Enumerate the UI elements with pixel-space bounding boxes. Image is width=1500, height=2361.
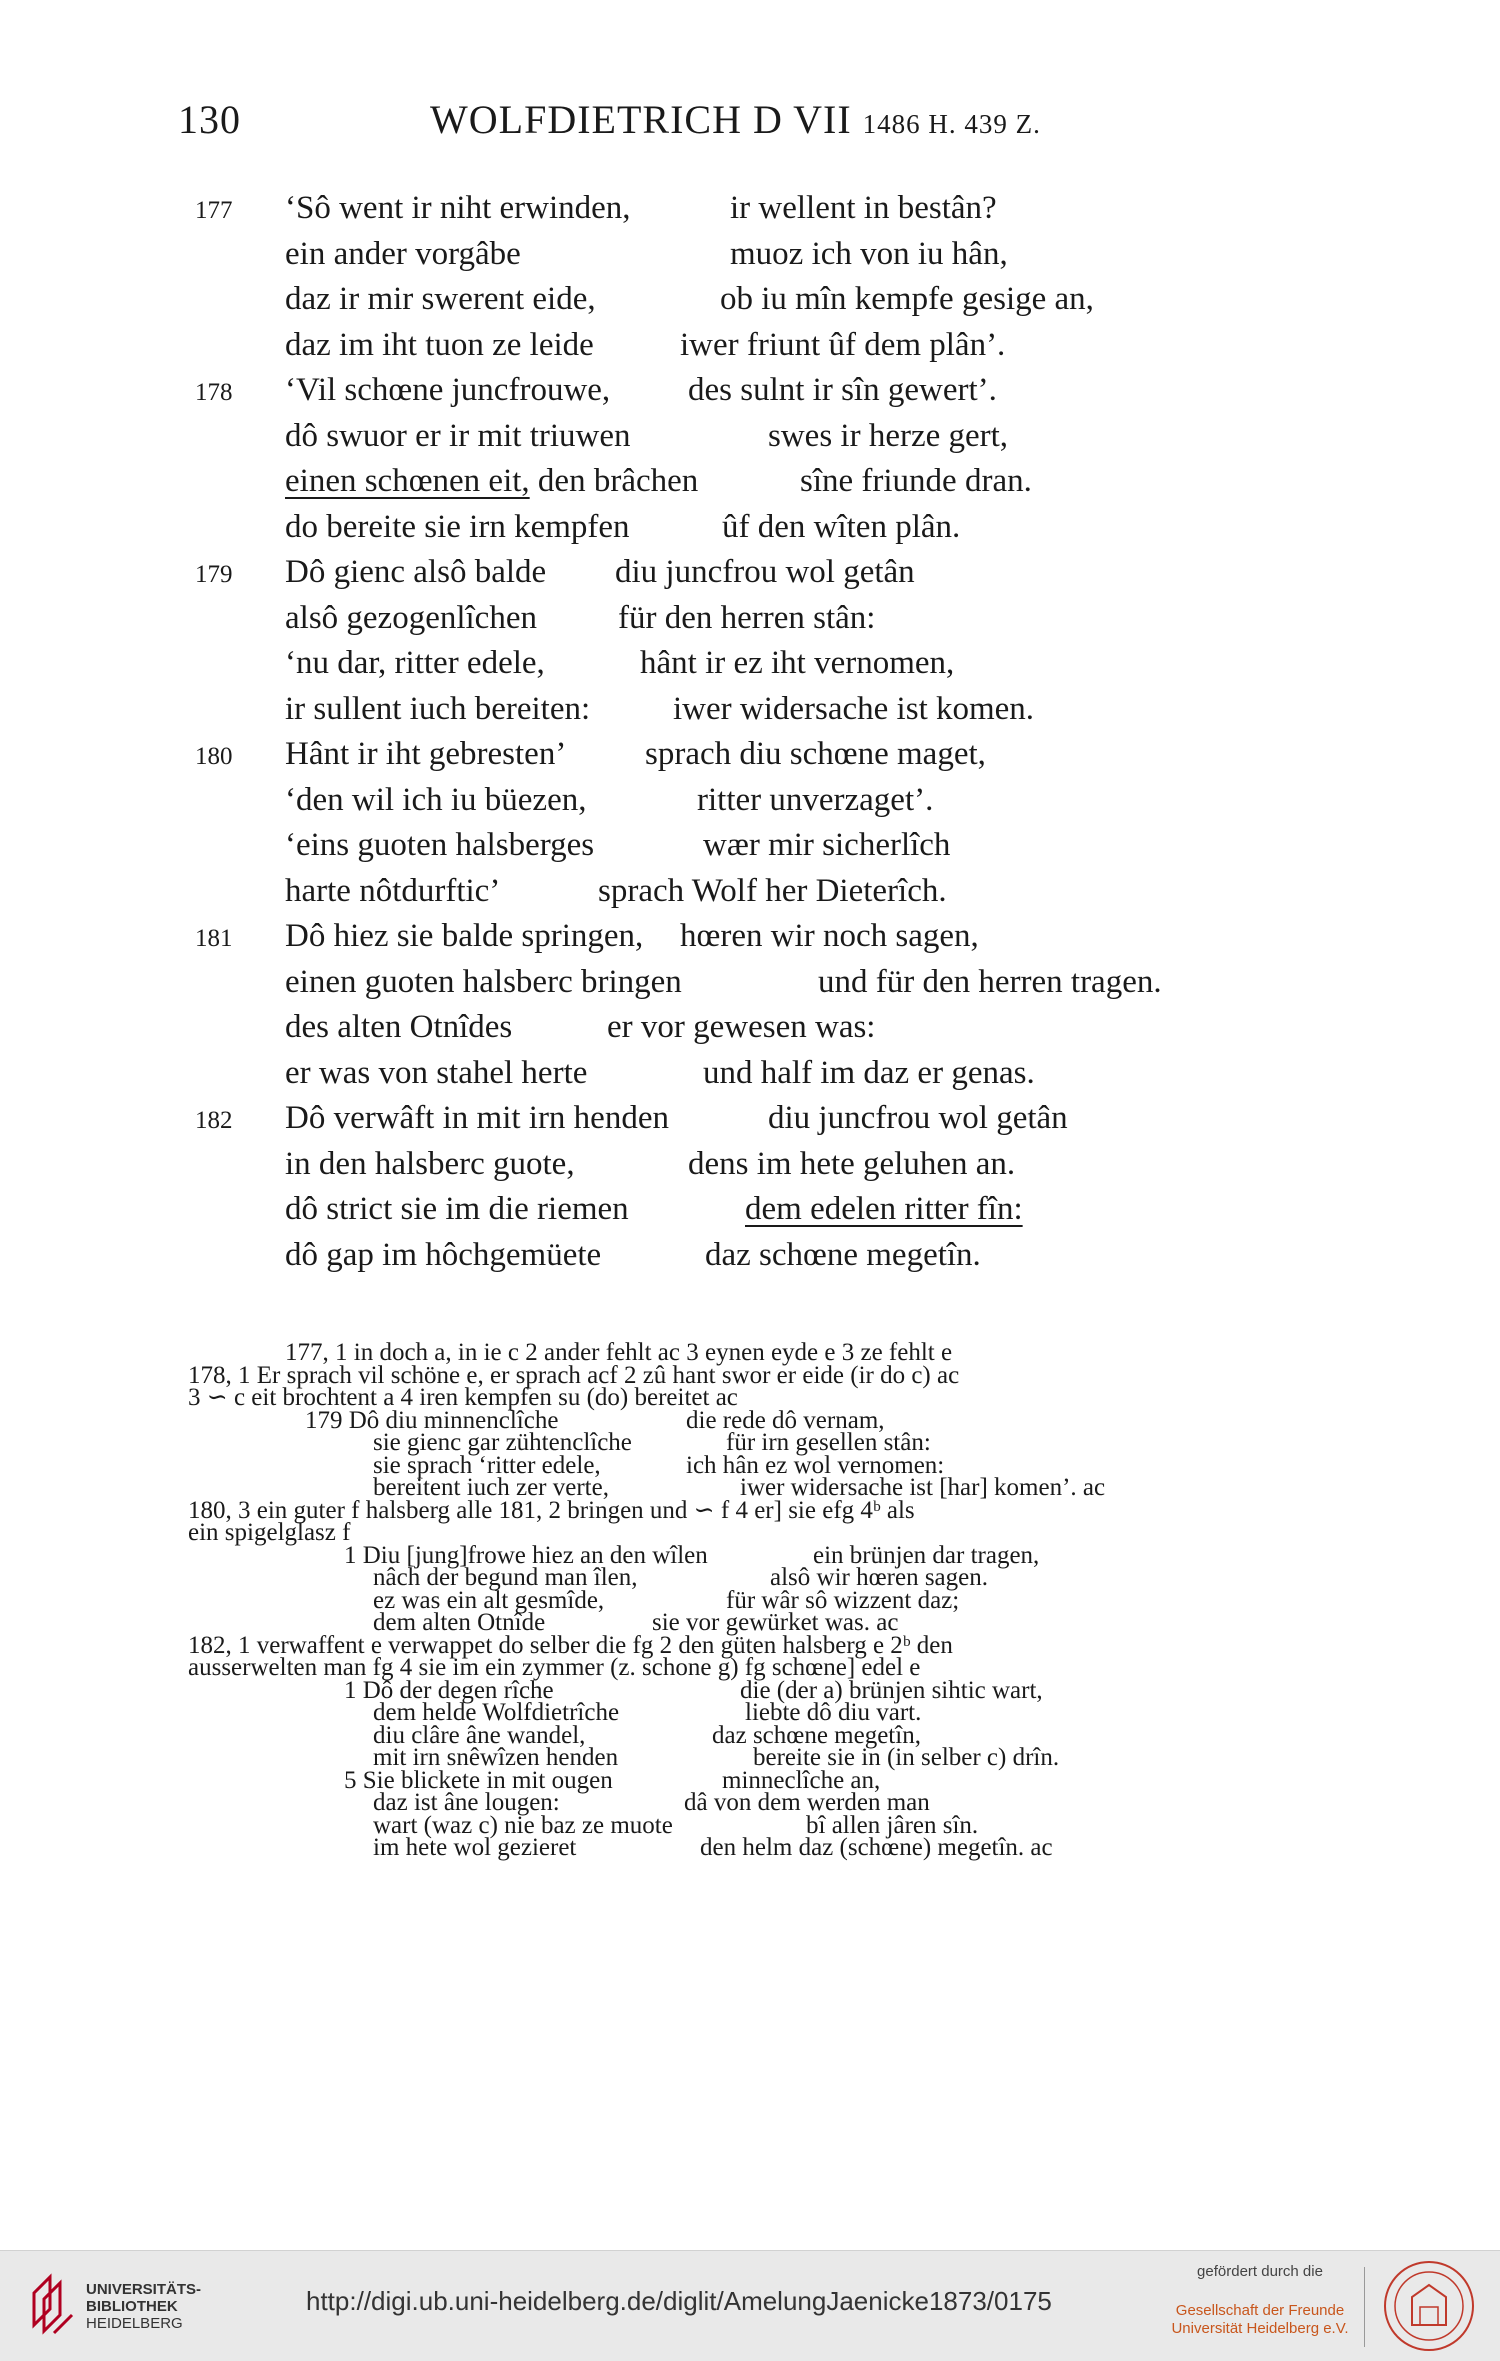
first-half-line: alsô gezogenlîchen bbox=[285, 599, 537, 636]
stanza-number: 179 bbox=[195, 561, 233, 588]
first-half-line: ‘eins guoten halsberges bbox=[285, 827, 595, 863]
verse-line bbox=[0, 687, 1500, 731]
verse-line bbox=[0, 596, 1500, 640]
second-half-line: ob iu mîn kempfe gesige an, bbox=[720, 281, 1094, 317]
second-half-line: iwer friunt ûf dem plân’. bbox=[680, 326, 1006, 363]
second-half-line: und für den herren tragen. bbox=[818, 963, 1162, 1000]
apparatus-text: diu clâre âne wandel, bbox=[373, 1721, 586, 1749]
apparatus-text: ein spigelglasz f bbox=[188, 1519, 351, 1546]
stanza-number: 181 bbox=[195, 925, 233, 952]
verse-line bbox=[0, 1005, 1500, 1049]
second-half-line: er vor gewesen was: bbox=[607, 1009, 876, 1045]
second-half-line: diu juncfrou wol getân bbox=[615, 554, 915, 590]
university-library-name: UNIVERSITÄTS- BIBLIOTHEK HEIDELBERG bbox=[86, 2281, 202, 2332]
second-half-line: swes ir herze gert, bbox=[768, 417, 1009, 454]
first-half-line: ‘den wil ich iu büezen, bbox=[285, 781, 587, 818]
second-half-line: wær mir sicherlîch bbox=[703, 827, 951, 863]
apparatus-text: 1 Diu [jung]frowe hiez an den wîlen bbox=[344, 1541, 708, 1569]
running-ref: 1486 H. 439 Z. bbox=[862, 109, 1041, 139]
apparatus-second-half: bî allen jâren sîn. bbox=[806, 1811, 979, 1839]
first-half-line: in den halsberc guote, bbox=[285, 1145, 575, 1182]
apparatus-text: 179 Dô diu minnenclîche bbox=[305, 1406, 559, 1434]
page-header bbox=[178, 96, 1058, 146]
apparatus-second-half: die rede dô vernam, bbox=[686, 1406, 885, 1434]
apparatus-second-half: bereite sie in (in selber c) drîn. bbox=[753, 1744, 1060, 1771]
second-half-line: für den herren stân: bbox=[618, 599, 876, 636]
verse-line bbox=[0, 459, 1500, 503]
second-half-line: iwer widersache ist komen. bbox=[673, 690, 1035, 727]
first-half-line: ein ander vorgâbe bbox=[285, 235, 521, 272]
second-half-line: dens im hete geluhen an. bbox=[688, 1145, 1016, 1182]
apparatus-second-half: sie vor gewürket was. ac bbox=[652, 1609, 899, 1636]
apparatus-text: nâch der begund man îlen, bbox=[373, 1564, 638, 1591]
verse-line bbox=[0, 232, 1500, 276]
verse-line bbox=[0, 960, 1500, 1004]
verse-line bbox=[0, 914, 1500, 958]
first-half-line: er was von stahel herte bbox=[285, 1054, 588, 1091]
first-half-line: Hânt ir iht gebresten’ bbox=[285, 736, 567, 772]
running-title: WOLFDIETRICH D VII 1486 H. 439 Z. bbox=[430, 97, 1041, 142]
second-half-line: ritter unverzaget’. bbox=[697, 781, 934, 818]
apparatus-text: 177, 1 in doch a, in ie c 2 ander fehlt ac 3 eynen eyde e 3 ze fehlt e bbox=[285, 1339, 953, 1366]
verse-line bbox=[0, 505, 1500, 549]
first-half-line: dô swuor er ir mit triuwen bbox=[285, 417, 631, 454]
apparatus-second-half: daz schœne megetîn, bbox=[712, 1721, 921, 1749]
apparatus-text: 182, 1 verwaffent e verwappet do selber die fg 2 den güten halsberg e 2ᵇ den bbox=[188, 1631, 953, 1659]
second-half-line: muoz ich von iu hân, bbox=[730, 235, 1008, 272]
first-half-line: daz ir mir swerent eide, bbox=[285, 281, 596, 317]
verse-line bbox=[0, 277, 1500, 321]
apparatus-second-half: minneclîche an, bbox=[722, 1766, 881, 1794]
second-half-line: daz schœne megetîn. bbox=[705, 1236, 981, 1273]
verse-line bbox=[0, 1142, 1500, 1186]
underlined-phrase: einen schœnen eit, bbox=[285, 463, 530, 499]
verse-line bbox=[0, 1187, 1500, 1231]
university-seal-icon bbox=[1382, 2259, 1476, 2353]
first-half-line: daz im iht tuon ze leide bbox=[285, 326, 594, 363]
first-half-line: ir sullent iuch bereiten: bbox=[285, 690, 591, 727]
apparatus-text: bereitent iuch zer verte, bbox=[373, 1474, 609, 1501]
verse-line bbox=[0, 1051, 1500, 1095]
apparatus-text: dem helde Wolfdietrîche bbox=[373, 1699, 620, 1726]
first-half-line: Dô hiez sie balde springen, bbox=[285, 918, 644, 954]
second-half-line: sprach diu schœne maget, bbox=[645, 736, 986, 772]
apparatus-text: 3 ∽ c eit brochtent a 4 iren kempfen su (do) bereitet ac bbox=[188, 1384, 738, 1411]
second-half-line: sprach Wolf her Dieterîch. bbox=[598, 872, 947, 909]
apparatus-second-half: ein brünjen dar tragen, bbox=[813, 1541, 1040, 1569]
apparatus-text: 5 Sie blickete in mit ougen bbox=[344, 1766, 613, 1794]
verse-line bbox=[0, 186, 1500, 230]
verse-line bbox=[0, 323, 1500, 367]
verse-line bbox=[0, 869, 1500, 913]
second-half-line: dem edelen ritter fîn: bbox=[745, 1191, 1023, 1227]
first-half-line: dô gap im hôchgemüete bbox=[285, 1236, 602, 1273]
footer-bar bbox=[0, 2250, 1500, 2361]
apparatus-text: sie sprach ‘ritter edele, bbox=[373, 1451, 601, 1479]
apparatus-text: wart (waz c) nie baz ze muote bbox=[373, 1811, 673, 1839]
apparatus-second-half: für wâr sô wizzent daz; bbox=[726, 1586, 960, 1614]
verse-line bbox=[0, 550, 1500, 594]
apparatus-second-half: den helm daz (schœne) megetîn. ac bbox=[700, 1834, 1053, 1861]
sponsor-credit bbox=[1166, 2263, 1354, 2338]
second-half-line: hœren wir noch sagen, bbox=[680, 918, 979, 954]
apparatus-text: 178, 1 Er sprach vil schöne e, er sprach acf 2 zû hant swor er eide (ir do c) ac bbox=[188, 1361, 960, 1389]
apparatus-text: ausserwelten man fg 4 sie im ein zymmer (z. schone g) fg schœne] edel e bbox=[188, 1654, 921, 1681]
verse-line bbox=[0, 823, 1500, 867]
verse-line bbox=[0, 1096, 1500, 1140]
second-half-line: sîne friunde dran. bbox=[800, 463, 1032, 499]
apparatus-text: mit irn snêwîzen henden bbox=[373, 1744, 619, 1771]
stanza-number: 182 bbox=[195, 1107, 233, 1134]
apparatus-second-half: dâ von dem werden man bbox=[684, 1789, 930, 1816]
verse-line bbox=[0, 732, 1500, 776]
stanza-number: 180 bbox=[195, 743, 233, 770]
first-half-line: Dô verwâft in mit irn henden bbox=[285, 1100, 669, 1136]
page-number: 130 bbox=[178, 97, 241, 142]
apparatus-second-half: ich hân ez wol vernomen: bbox=[686, 1451, 945, 1479]
apparatus-text: daz ist âne lougen: bbox=[373, 1789, 560, 1816]
second-half-line: ir wellent in bestân? bbox=[730, 190, 997, 226]
first-half-line: dô strict sie im die riemen bbox=[285, 1191, 629, 1227]
digital-copy-link[interactable]: http://digi.ub.uni-heidelberg.de/diglit/AmelungJaenicke1873/0175 bbox=[306, 2286, 1052, 2316]
first-half-line: des alten Otnîdes bbox=[285, 1009, 513, 1045]
half-line-tail: brâchen bbox=[593, 463, 699, 499]
second-half-line: und half im daz er genas. bbox=[703, 1054, 1035, 1091]
apparatus-text: sie gienc gar zühtenclîche bbox=[373, 1429, 632, 1456]
verse-line bbox=[0, 778, 1500, 822]
stanza-number: 178 bbox=[195, 379, 233, 406]
apparatus-second-half: alsô wir hœren sagen. bbox=[770, 1564, 988, 1591]
apparatus-text: 180, 3 ein guter f halsberg alle 181, 2 bringen und ∽ f 4 er] sie efg 4ᵇ als bbox=[188, 1496, 915, 1524]
apparatus-text: im hete wol gezieret bbox=[373, 1834, 577, 1861]
second-half-line: hânt ir ez iht vernomen, bbox=[640, 645, 955, 681]
apparatus-second-half: iwer widersache ist [har] komen’. ac bbox=[740, 1474, 1106, 1501]
first-half-line: ‘nu dar, ritter edele, bbox=[285, 645, 545, 681]
footer-divider bbox=[1364, 2267, 1365, 2347]
first-half-line bbox=[285, 459, 698, 503]
university-library-logo-icon bbox=[28, 2273, 80, 2335]
half-line-continuation: den bbox=[529, 463, 586, 499]
second-half-line: diu juncfrou wol getân bbox=[768, 1100, 1068, 1136]
apparatus-text: 1 Dô der degen rîche bbox=[344, 1676, 554, 1704]
verse-line bbox=[0, 1233, 1500, 1277]
apparatus-second-half: für irn gesellen stân: bbox=[726, 1429, 931, 1456]
sponsor-prefix: gefördert durch die bbox=[1197, 2263, 1323, 2280]
second-half-line: des sulnt ir sîn gewert’. bbox=[688, 372, 997, 408]
apparatus-second-half: liebte dô diu vart. bbox=[745, 1699, 922, 1726]
first-half-line: ‘Vil schœne juncfrouwe, bbox=[285, 372, 611, 408]
verse-line bbox=[0, 414, 1500, 458]
second-half-line: ûf den wîten plân. bbox=[722, 508, 961, 545]
verse-line bbox=[0, 641, 1500, 685]
sponsor-name: Gesellschaft der Freunde Universität Heidelberg e.V. bbox=[1171, 2302, 1349, 2337]
first-half-line: einen guoten halsberc bringen bbox=[285, 963, 682, 1000]
stanza-number: 177 bbox=[195, 197, 233, 224]
first-half-line: harte nôtdurftic’ bbox=[285, 872, 501, 909]
apparatus-second-half: die (der a) brünjen sihtic wart, bbox=[740, 1676, 1043, 1704]
verse-line bbox=[0, 368, 1500, 412]
first-half-line: Dô gienc alsô balde bbox=[285, 554, 547, 590]
first-half-line: do bereite sie irn kempfen bbox=[285, 508, 630, 545]
apparatus-text: dem alten Otnîde bbox=[373, 1609, 546, 1636]
apparatus-text: ez was ein alt gesmîde, bbox=[373, 1586, 605, 1614]
first-half-line: ‘Sô went ir niht erwinden, bbox=[285, 190, 631, 226]
